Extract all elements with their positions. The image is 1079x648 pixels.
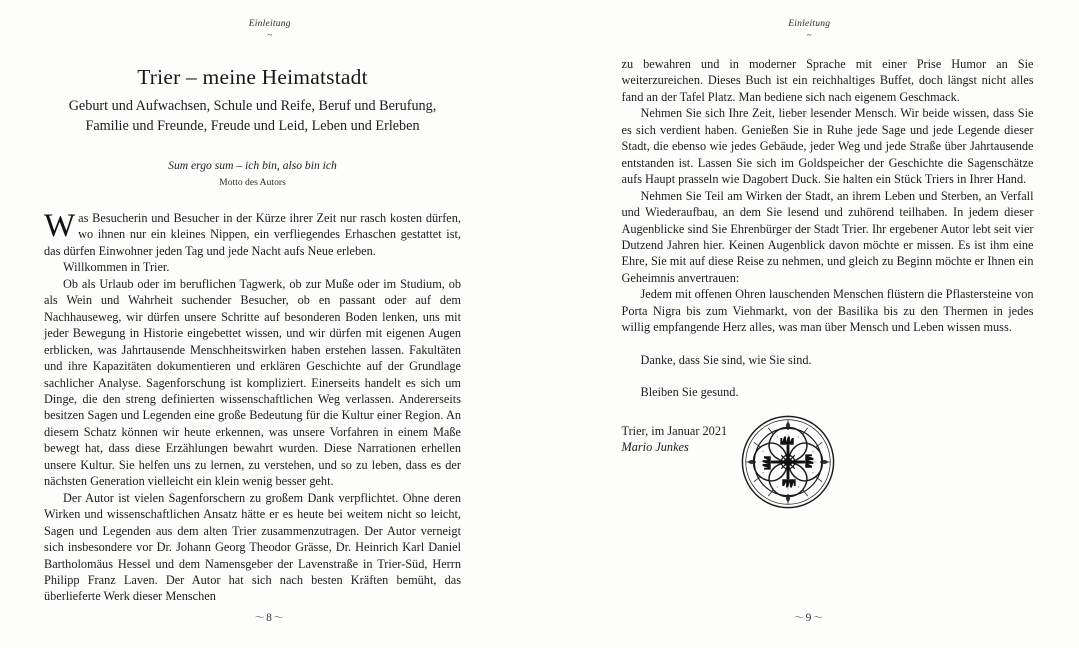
closing-thanks: Danke, dass Sie sind, wie Sie sind.: [640, 352, 812, 367]
paragraph-body-3: Jedem mit offenen Ohren lauschenden Menschen flüstern die Pflastersteine von Porta Nigra bis zum Viehmarkt, von der Basilika bis zu den Thermen in jedes willig empfangende Herz alles, was man über Mensch und Leben wissen muss.: [621, 287, 1034, 335]
page-number: 8: [266, 612, 274, 624]
paragraph-body-2: Der Autor ist vielen Sagenforschern zu großem Dank verpflichtet. Ohne deren Wirken und wissenschaftlichen Ansatz hätte er es heute bei weitem nicht so leicht, Sagen und Legenden aus dem alten Trier zusammenzutragen. Der Autor verneigt sich insbesondere vor Dr. Johann Georg Theodor Grässe, Dr. Heinrich Karl Daniel Bartholomäus Hessel und dem Namensgeber der Lavenstraße in Trier-Süd, Herrn Philipp Franz Laven. Der Autor hat sich nach besten Kräften bemüht, das überlieferte Werk dieser Menschen: [44, 490, 461, 604]
paragraph-welcome: Willkommen in Trier.: [63, 260, 170, 275]
running-head-right: [540, 20, 1079, 40]
running-head-text: Einleitung: [788, 19, 831, 29]
folio-ornament-left-icon: 〜: [794, 613, 806, 624]
chapter-subtitle-line-2: Familie und Freunde, Freude und Leid, Leben und Erleben: [85, 118, 420, 135]
motto-text: Sum ergo sum – ich bin, also bin ich: [168, 158, 337, 172]
paragraph-body-1: Ob als Urlaub oder im beruflichen Tagwerk, ob zur Muße oder im Studium, ob als Wein und Wahrheit suchender Besucher, ob en passant oder auf dem Nachhauseweg, wir dürfen unsere Schritte auf besonderen Boden lenken, uns mit jeder Bewegung in Historie eingebettet wissen, und wir dürfen mit eigenen Augen erblicken, was Jahrtausende Menschheitswirken haben erstehen lassen. Fakultäten und ihre Kapazitäten dokumentieren und erklären Geschichte auf der Grundlage sachlicher Analyse. Sagenforschung ist kompliziert. Einerseits handelt es sich um Dinge, die den streng definierten wissenschaftlichen Weg verlassen. Andererseits besitzen Sagen und Legenden eine große Bedeutung für die Kultur einer Region. An diesem Schatz können wir heute erkennen, was unsere Vorfahren in einem Maße bewegt hat, dass diese Erzählungen bewahrt wurden. Diese Narrationen erhellen unsere Kultur. Sie helfen uns zu lernen, zu verstehen, und so zu leben, dass es der nächsten Generation vielleicht ein klein wenig besser geht.: [44, 276, 461, 489]
paragraph-body-2: Nehmen Sie Teil am Wirken der Stadt, an ihrem Leben und Sterben, an Verfall und Wiederaufbau, an dem Sie lesend und zuhörend teilhaben. In jedem dieser Augenblicke sind Sie Ehrenbürger der Stadt Trier. Ihr ergebener Autor lebt seit vier Dutzend Jahren hier. Keinen Augenblick davon möchte er missen. Es ist ihm eine Ehre, Sie mit auf diese Reise zu nehmen, und gleich zu Beginn möchte er Ihnen ein Geheimnis anvertrauen:: [621, 188, 1034, 285]
right-body-text: [622, 56, 1034, 336]
left-body-text: [44, 207, 461, 605]
folio-left: [0, 609, 540, 624]
paragraph-opening: [44, 207, 461, 259]
right-text-column: [622, 56, 1034, 456]
signature-place-date: Trier, im Januar 2021: [621, 423, 728, 438]
left-text-column: [44, 56, 461, 605]
signature-author: Mario Junkes: [621, 440, 689, 455]
chapter-title: Trier – meine Heimatstadt: [137, 65, 368, 89]
paragraph-continuation: zu bewahren und in moderner Sprache mit einer Prise Humor an Sie weiterzureichen. Dieses Buch ist ein reichhaltiges Buffet, doch längst nicht alles fand an der Tafel Platz. Man bediene sich nach eigenem Geschmack.: [621, 57, 1034, 104]
running-head-ornament-icon: ~: [267, 29, 273, 40]
closing-farewell: Bleiben Sie gesund.: [640, 385, 739, 400]
circular-medallion-ornament-icon: [740, 414, 836, 510]
chapter-subtitle-line-1: Geburt und Aufwachsen, Schule und Reife, Beruf und Berufung,: [68, 97, 437, 114]
running-head-text: Einleitung: [248, 19, 291, 29]
spacer: [622, 368, 1034, 384]
running-head-ornament-icon: ~: [806, 29, 812, 40]
page-number: 9: [805, 612, 813, 624]
drop-cap: W: [44, 207, 76, 244]
folio-ornament-right-icon: 〜: [273, 613, 285, 624]
running-head-left: [0, 20, 540, 40]
motto-attribution: Motto des Autors: [219, 176, 286, 188]
spacer: [622, 336, 1034, 352]
folio-ornament-right-icon: 〜: [812, 613, 825, 624]
folio-ornament-left-icon: 〜: [254, 613, 267, 624]
right-page: [540, 0, 1079, 648]
paragraph-body-1: Nehmen Sie sich Ihre Zeit, lieber lesender Mensch. Wir beide wissen, dass Sie es sich verdient haben. Genießen Sie in Ruhe jede Sage und jede Legende dieser Stadt, die ebenso wie jedes Gebäude, jeder Weg und jede Straße über Jahrtausende entstanden ist. Lassen Sie sich im Goldspeicher der Geschichte die Sagenschätze aufs Haupt prasseln wie Dagobert Duck. Sie halten ein Stück Triers in Ihrer Hand.: [621, 106, 1034, 187]
closing-block: [622, 336, 1034, 401]
paragraph-text: as Besucherin und Besucher in der Kürze ihrer Zeit nur rasch kosten dürfen, wo ihnen nur ein kleines Nippen, ein verfliegendes Erhaschen gestattet ist, das dürfen Einwohner jeden Tag und jede Nacht aufs Neue erleben.: [44, 210, 461, 258]
folio-right: [540, 609, 1079, 624]
chapter-subtitle: [44, 96, 461, 137]
